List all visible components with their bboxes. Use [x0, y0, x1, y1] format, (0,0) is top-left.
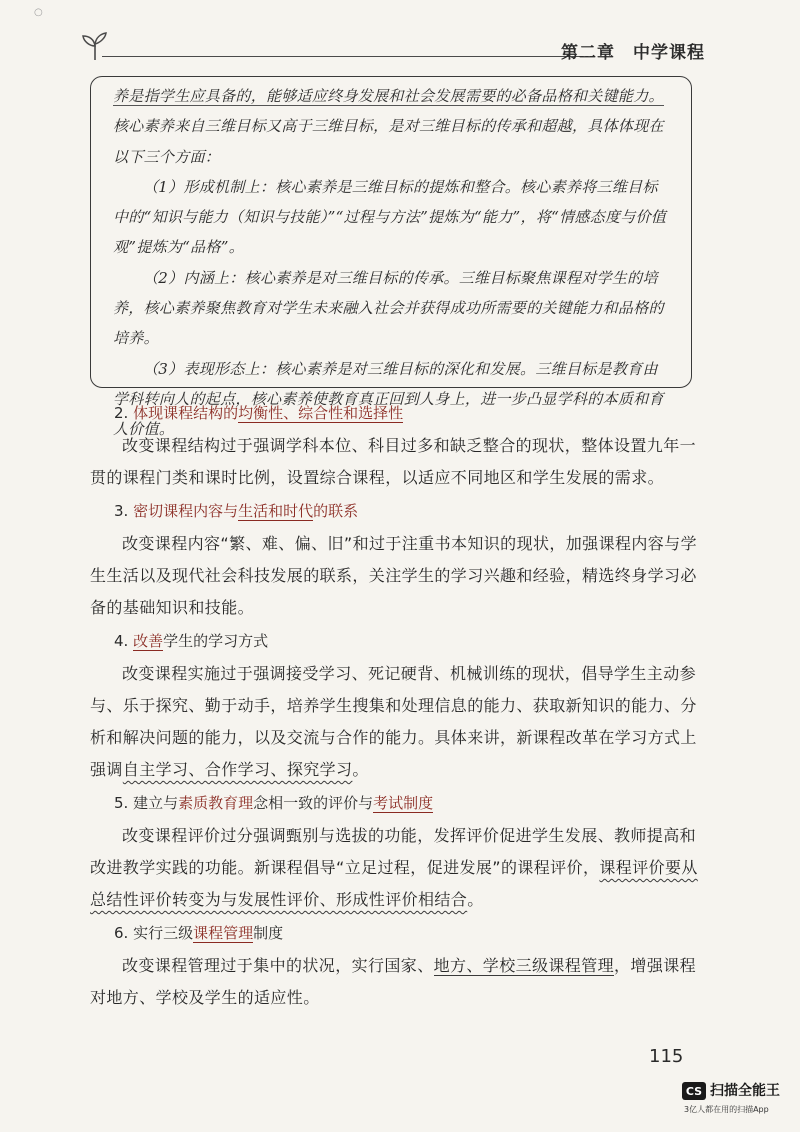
section-title-4: 4. 改善学生的学习方式: [114, 632, 269, 650]
scanner-watermark: [682, 1082, 794, 1126]
cs-logo-icon: CS: [682, 1082, 706, 1100]
watermark-name: 扫描全能王: [710, 1083, 780, 1099]
section-title-6: 6. 实行三级课程管理制度: [114, 924, 284, 942]
section-text-2: 改变课程结构过于强调学科本位、科目过多和缺乏整合的现状，整体设置九年一贯的课程门类和课时比例，设置综合课程，以适应不同地区和学生发展的需求。: [90, 436, 697, 487]
section-text-5: 改变课程评价过分强调甄别与选拔的功能，发挥评价促进学生发展、教师提高和改进教学实践的功能。新课程倡导“立足过程，促进发展”的课程评价，课程评价要从总结性评价转变为与发展性评价、形成性评价相结合。: [90, 826, 698, 909]
section-text-3: 改变课程内容“繁、难、偏、旧”和过于注重书本知识的现状，加强课程内容与学生生活以及现代社会科技发展的联系，关注学生的学习兴趣和经验，精选终身学习必备的基础知识和技能。: [90, 534, 697, 617]
page-header: [80, 28, 705, 68]
section-title-3: 3. 密切课程内容与生活和时代的联系: [114, 502, 359, 520]
header-rule: [102, 56, 583, 57]
scan-mark: ○: [34, 7, 43, 18]
watermark-tagline: 3亿人都在用的扫描App: [684, 1105, 769, 1114]
page-number: 115: [649, 1046, 684, 1067]
note-point-1: （1）形成机制上：核心素养是三维目标的提炼和整合。核心素养将三维目标中的“知识与能力（知识与技能）”“过程与方法”提炼为“能力”，将“情感态度与价值观”提炼为“品格”。: [113, 177, 667, 257]
chapter-title: 第二章 中学课程: [561, 43, 705, 63]
section-title-2: 2. 体现课程结构的均衡性、综合性和选择性: [114, 404, 404, 422]
note-line-1: 养是指学生应具备的，能够适应终身发展和社会发展需要的必备品格和关键能力。: [113, 87, 664, 105]
note-point-2: （2）内涵上：核心素养是对三维目标的传承。三维目标聚焦课程对学生的培养，核心素养聚焦教育对学生未来融入社会并获得成功所需要的关键能力和品格的培养。: [113, 268, 664, 348]
main-content: [90, 402, 702, 1020]
sprout-icon: [80, 30, 110, 64]
note-line-2: 核心素养来自三维目标又高于三维目标，是对三维目标的传承和超越，具体体现在以下三个方面：: [113, 117, 664, 166]
note-point-3: （3）表现形态上：核心素养是对三维目标的深化和发展。三维目标是教育由学科转向人的起点，核心素养使教育真正回到人身上，进一步凸显学科的本质和育人价值。: [113, 359, 664, 439]
section-text-6: 改变课程管理过于集中的状况，实行国家、地方、学校三级课程管理，增强课程对地方、学校及学生的适应性。: [90, 956, 697, 1007]
section-text-4: 改变课程实施过于强调接受学习、死记硬背、机械训练的现状，倡导学生主动参与、乐于探究、勤于动手，培养学生搜集和处理信息的能力、获取新知识的能力、分析和解决问题的能力，以及交流与合作的能力。具体来讲，新课程改革在学习方式上强调自主学习、合作学习、探究学习。: [90, 664, 697, 779]
section-title-5: 5. 建立与素质教育理念相一致的评价与考试制度: [114, 794, 434, 812]
